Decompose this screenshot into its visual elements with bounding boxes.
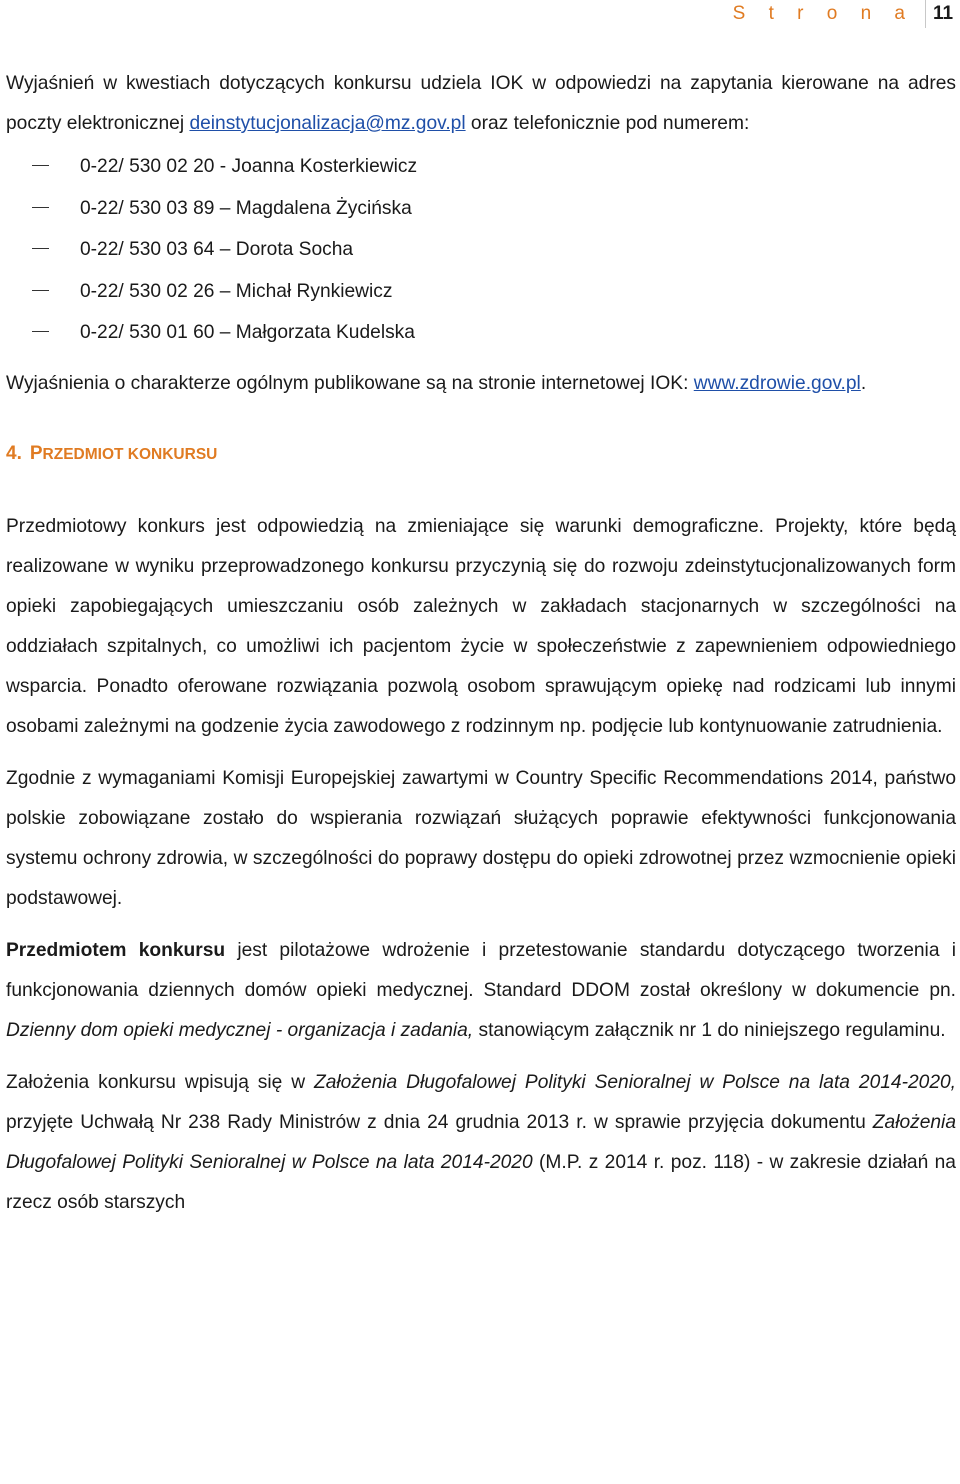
policy-text-b: przyjęte Uchwałą Nr 238 Rady Ministrów z dnia 24 grudnia 2013 r. w sprawie przyjęcia dokumentu [6,1111,873,1133]
contact-entry: 0-22/ 530 03 64 – Dorota Socha [80,239,354,260]
contact-entry: 0-22/ 530 03 89 – Magdalena Życińska [80,197,412,219]
section-heading [6,434,956,475]
list-item [6,271,956,313]
policy-text-a: Założenia konkursu wpisują się w [6,1071,315,1093]
page-header [720,0,960,30]
list-item [6,229,956,271]
subject-paragraph: Przedmiotowy konkurs jest odpowiedzią na zmieniające się warunki demograficzne. Projekty, które będą realizowane w wyniku przeprowadzonego konkursu przyczynią się do rozwoju zdeinstytucjonalizowanych form opieki zapobiegających umieszczaniu osób zależnych w zakładach stacjonarnych w szczególności na oddziałach szpitalnych, co umożliwi ich pacjentom życie w społeczeństwie z zapewnieniem odpowiedniego wsparcia. Ponadto oferowane rozwiązania pozwolą osobom sprawującym opiekę nad rodzicami lub innymi osobami zależnymi na godzenie życia zawodowego z rodzinnym np. podjęcie lub kontynuowanie zatrudnienia. [6,515,956,737]
section-title: RZEDMIOT KONKURSU [42,445,218,463]
contact-entry: 0-22/ 530 02 26 – Michał Rynkiewicz [80,280,393,302]
contact-intro-tail: oraz telefonicznie pod numerem: [465,113,750,134]
header-divider [925,0,926,28]
list-item [6,312,956,354]
competition-subject-paragraph [6,931,956,1051]
dash-bullet-icon [32,207,49,208]
competition-subject-bold: Przedmiotem konkursu [6,939,226,961]
section-title-initial: P [29,442,43,464]
website-link[interactable]: www.zdrowie.gov.pl [693,372,861,394]
general-info-text: Wyjaśnienia o charakterze ogólnym publikowane są na stronie internetowej IOK: [6,372,694,394]
document-body [6,64,956,1223]
general-info-paragraph [6,364,956,404]
recommendations-paragraph: Zgodnie z wymaganiami Komisji Europejskiej zawartymi w Country Specific Recommendations 2014, państwo polskie zobowiązane zostało do wspierania rozwiązań służących poprawie efektywności funkcjonowania systemu ochrony zdrowia, w szczególności do poprawy dostępu do opieki zdrowotnej przez wzmocnienie opieki podstawowej. [6,767,956,909]
general-info-end: . [860,372,867,394]
competition-subject-text: jest pilotażowe wdrożenie i przetestowanie standardu dotyczącego tworzenia i funkcjonowania dziennych domów opieki medycznej. Standard DDOM został określony w dokumencie pn. [6,939,956,1001]
list-item [6,146,956,188]
policy-text-c: (M.P. z 2014 r. poz. 118) - w zakresie działań na rzecz osób starszych [6,1151,956,1213]
contact-intro-paragraph [6,64,956,144]
page-number: 11 [932,3,954,24]
section-number: 4. [6,442,22,464]
contact-intro-text: Wyjaśnień w kwestiach dotyczących konkursu udziela IOK w odpowiedzi na zapytania kierowane na adres poczty elektronicznej [6,73,956,134]
contact-list [6,146,956,354]
policy-title-b: Założenia Długofalowej Polityki Senioralnej w Polsce na lata 2014-2020 [6,1111,956,1173]
contact-entry: 0-22/ 530 02 20 - Joanna Kosterkiewicz [80,156,418,177]
contact-email-link[interactable]: deinstytucjonalizacja@mz.gov.pl [189,113,466,134]
list-item [6,188,956,230]
dash-bullet-icon [32,290,49,291]
page-label: S t r o n a [732,3,914,24]
policy-paragraph [6,1063,956,1223]
ddom-document-title: Dzienny dom opieki medycznej - organizacja i zadania, [6,1019,474,1041]
contact-entry: 0-22/ 530 01 60 – Małgorzata Kudelska [80,322,415,343]
dash-bullet-icon [32,331,49,332]
dash-bullet-icon [32,248,49,249]
dash-bullet-icon [32,165,49,166]
competition-subject-tail: stanowiącym załącznik nr 1 do niniejszego regulaminu. [473,1019,946,1041]
policy-title-a: Założenia Długofalowej Polityki Senioralnej w Polsce na lata 2014-2020, [314,1071,956,1093]
